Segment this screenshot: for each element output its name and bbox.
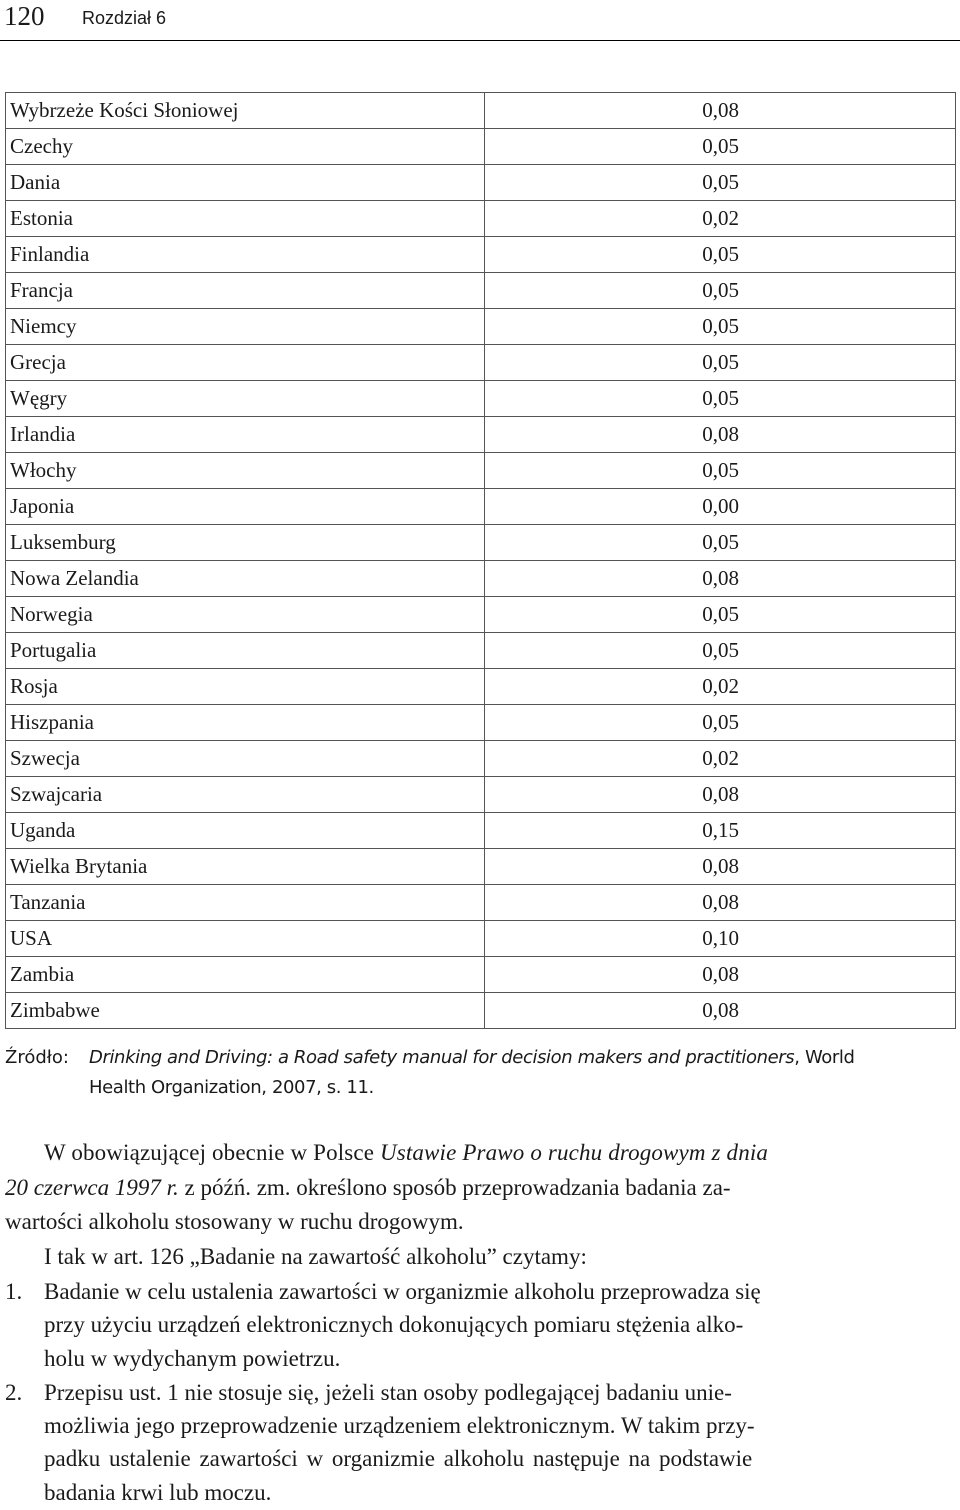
table-row: [6, 633, 956, 669]
value-cell: 0,10: [485, 921, 956, 957]
table-row: [6, 309, 956, 345]
value-cell: 0,05: [485, 309, 956, 345]
chapter-title: Rozdział 6: [82, 8, 167, 28]
page-header: [0, 0, 960, 41]
table-row: [6, 525, 956, 561]
value-cell: 0,02: [485, 741, 956, 777]
list-item-2-line-2: możliwia jego przeprowadzenie urządzeniem elektronicznym. W takim przy-: [44, 1413, 755, 1438]
table-row: [6, 381, 956, 417]
table-row: [6, 921, 956, 957]
list-item-1-number: 1.: [5, 1279, 23, 1304]
country-cell: Szwecja: [6, 741, 485, 777]
value-cell: 0,08: [485, 957, 956, 993]
source-publisher-part1: , World: [794, 1047, 855, 1068]
list-item-2-line-1: Przepisu ust. 1 nie stosuje się, jeżeli stan osoby podlegającej badaniu unie-: [44, 1380, 732, 1405]
value-cell: 0,15: [485, 813, 956, 849]
value-cell: 0,05: [485, 273, 956, 309]
country-cell: Francja: [6, 273, 485, 309]
source-label: Źródło:: [5, 1047, 69, 1068]
value-cell: 0,05: [485, 705, 956, 741]
value-cell: 0,02: [485, 201, 956, 237]
table-row: [6, 741, 956, 777]
country-cell: Tanzania: [6, 885, 485, 921]
list-item-1-line-3: holu w wydychanym powietrzu.: [44, 1346, 341, 1371]
value-cell: 0,05: [485, 381, 956, 417]
value-cell: 0,08: [485, 849, 956, 885]
value-cell: 0,08: [485, 561, 956, 597]
table-row: [6, 669, 956, 705]
country-cell: Zambia: [6, 957, 485, 993]
country-cell: Wielka Brytania: [6, 849, 485, 885]
list-item-2-line-3: padku ustalenie zawartości w organizmie alkoholu następuje na podstawie: [44, 1446, 753, 1471]
value-cell: 0,08: [485, 93, 956, 129]
country-cell: Węgry: [6, 381, 485, 417]
law-date: 20 czerwca 1997 r.: [5, 1175, 179, 1200]
table-row: [6, 813, 956, 849]
value-cell: 0,05: [485, 129, 956, 165]
source-title: Drinking and Driving: a Road safety manual for decision makers and practitioners: [89, 1047, 795, 1068]
table-row: [6, 201, 956, 237]
table-row: [6, 345, 956, 381]
table-row: [6, 849, 956, 885]
table-row: [6, 453, 956, 489]
value-cell: 0,08: [485, 885, 956, 921]
country-cell: Szwajcaria: [6, 777, 485, 813]
table-body: [6, 93, 956, 1029]
table-row: [6, 993, 956, 1029]
list-item-2-number: 2.: [5, 1380, 23, 1405]
country-cell: Finlandia: [6, 237, 485, 273]
table-row: [6, 165, 956, 201]
country-cell: Japonia: [6, 489, 485, 525]
table-row: [6, 705, 956, 741]
country-cell: Niemcy: [6, 309, 485, 345]
value-cell: 0,05: [485, 165, 956, 201]
paragraph-1-text: W obowiązującej obecnie w Polsce: [44, 1140, 380, 1165]
value-cell: 0,05: [485, 453, 956, 489]
table-row: [6, 93, 956, 129]
country-cell: Wybrzeże Kości Słoniowej: [6, 93, 485, 129]
source-citation: [89, 1043, 955, 1103]
country-cell: Estonia: [6, 201, 485, 237]
country-cell: Czechy: [6, 129, 485, 165]
paragraph-1-line-2: [5, 1171, 731, 1205]
country-cell: Nowa Zelandia: [6, 561, 485, 597]
table-row: [6, 885, 956, 921]
value-cell: 0,08: [485, 993, 956, 1029]
value-cell: 0,08: [485, 777, 956, 813]
paragraph-1-line-1: [44, 1136, 768, 1170]
country-cell: Rosja: [6, 669, 485, 705]
country-cell: USA: [6, 921, 485, 957]
page-number: 120: [4, 1, 45, 31]
country-cell: Zimbabwe: [6, 993, 485, 1029]
source-publisher-part2: Health Organization, 2007, s. 11.: [89, 1077, 374, 1098]
table-row: [6, 489, 956, 525]
value-cell: 0,02: [485, 669, 956, 705]
country-cell: Luksemburg: [6, 525, 485, 561]
list-item-1-line-2: przy użyciu urządzeń elektronicznych dokonujących pomiaru stężenia alko-: [44, 1312, 744, 1337]
country-cell: Włochy: [6, 453, 485, 489]
table-row: [6, 777, 956, 813]
country-cell: Hiszpania: [6, 705, 485, 741]
country-cell: Dania: [6, 165, 485, 201]
law-title: Ustawie Prawo o ruchu drogowym z dnia: [380, 1140, 769, 1165]
paragraph-2: I tak w art. 126 „Badanie na zawartość alkoholu” czytamy:: [44, 1244, 587, 1269]
table-row: [6, 237, 956, 273]
paragraph-1-text-2: z późń. zm. określono sposób przeprowadzania badania za-: [178, 1175, 731, 1200]
value-cell: 0,05: [485, 237, 956, 273]
table-row: [6, 957, 956, 993]
paragraph-1-line-3: wartości alkoholu stosowany w ruchu drogowym.: [5, 1209, 464, 1234]
country-cell: Irlandia: [6, 417, 485, 453]
value-cell: 0,05: [485, 525, 956, 561]
list-item-1-line-1: Badanie w celu ustalenia zawartości w organizmie alkoholu przeprowadza się: [44, 1279, 761, 1304]
country-cell: Uganda: [6, 813, 485, 849]
alcohol-limits-table: [5, 92, 956, 1029]
table-row: [6, 417, 956, 453]
country-cell: Norwegia: [6, 597, 485, 633]
table-row: [6, 597, 956, 633]
country-cell: Grecja: [6, 345, 485, 381]
value-cell: 0,05: [485, 597, 956, 633]
value-cell: 0,05: [485, 633, 956, 669]
table-row: [6, 273, 956, 309]
country-cell: Portugalia: [6, 633, 485, 669]
value-cell: 0,00: [485, 489, 956, 525]
list-item-2-line-4: badania krwi lub moczu.: [44, 1480, 272, 1505]
table-row: [6, 129, 956, 165]
value-cell: 0,05: [485, 345, 956, 381]
table-row: [6, 561, 956, 597]
value-cell: 0,08: [485, 417, 956, 453]
